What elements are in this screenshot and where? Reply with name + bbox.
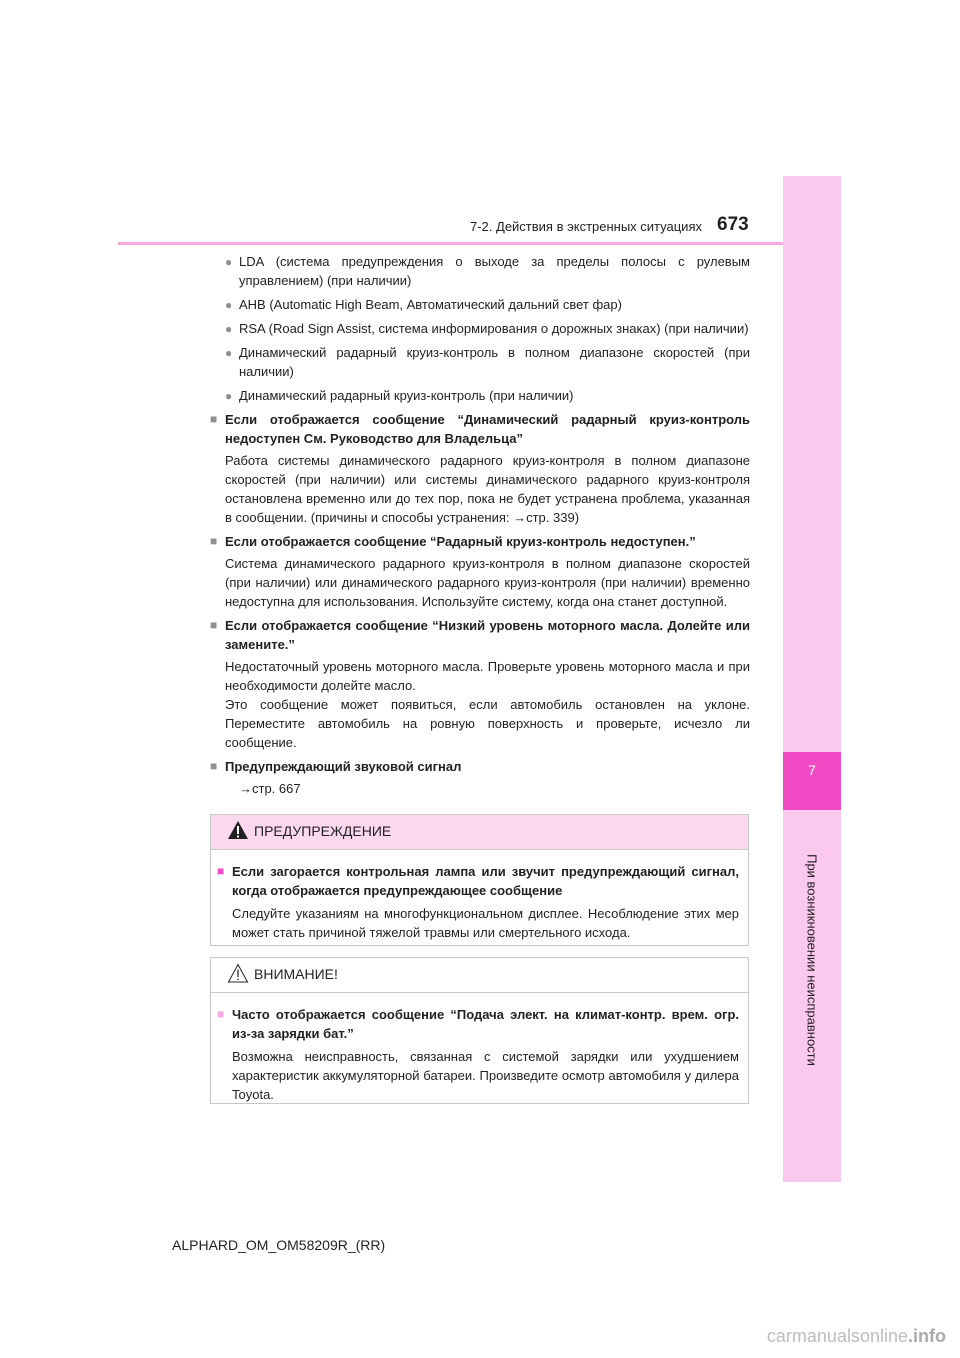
section-body: Система динамического радарного круиз-контроля в полном диапазоне скоростей (при наличии) или динамического радарного круиз-контроля (при наличии) временно недоступна для использования. Используйте систему, когда она станет доступной. xyxy=(225,556,750,609)
chapter-number: 7 xyxy=(808,762,816,778)
caution-heading: ■ Часто отображается сообщение “Подача элект. на климат-контр. врем. огр. из-за зарядки бат.” xyxy=(217,1007,739,1041)
warning-heading: ■ Если загорается контрольная лампа или звучит предупреждающий сигнал, когда отображается предупреждающее сообщение xyxy=(217,864,739,898)
section-body: Работа системы динамического радарного круиз-контроля в полном диапазоне скоростей (при наличии) или системы динамического радарного круиз-контроля остановлена временно или до тех пор, пока не будет устранена проблема, указанная в сообщении. (причины и способы устранения: →стр. 339) xyxy=(225,453,750,525)
section-body: Это сообщение может появиться, если автомобиль остановлен на уклоне. Переместите автомобиль на ровную поверхность и проверьте, исчезло ли сообщение. xyxy=(225,697,750,750)
list-item: ● LDA (система предупреждения о выходе за пределы полосы с рулевым управлением) (при наличии) xyxy=(225,254,750,288)
chapter-title: При возникновении неисправности xyxy=(804,854,820,1066)
bullet-icon: ● xyxy=(225,298,233,312)
bullet-icon: ● xyxy=(225,322,233,336)
warning-box-body xyxy=(211,850,748,956)
bullet-icon: ● xyxy=(225,389,233,403)
bullet-icon: ● xyxy=(225,346,233,360)
section-body: Недостаточный уровень моторного масла. Проверьте уровень моторного масла и при необходимости долейте масло. xyxy=(225,659,750,693)
page-reference-link[interactable]: →стр. 667 xyxy=(239,781,301,796)
header-divider xyxy=(118,242,783,245)
warning-box-header xyxy=(211,815,748,850)
section-title: 7-2. Действия в экстренных ситуациях xyxy=(470,219,702,234)
square-bullet-icon: ■ xyxy=(217,1007,225,1021)
warning-box xyxy=(210,814,749,946)
square-bullet-icon: ■ xyxy=(210,618,218,632)
caution-box-header xyxy=(211,958,748,993)
caution-label: ВНИМАНИЕ! xyxy=(254,966,338,982)
caution-triangle-icon xyxy=(227,963,249,983)
section-heading: ■ Если отображается сообщение “Динамический радарный круиз-контроль недоступен См. Руководство для Владельца” xyxy=(210,412,750,446)
warning-label: ПРЕДУПРЕЖДЕНИЕ xyxy=(254,823,392,839)
caution-text: Возможна неисправность, связанная с системой зарядки или ухудшением характеристик аккумуляторной батареи. Произведите осмотр автомобиля у дилера Toyota. xyxy=(232,1049,739,1102)
square-bullet-icon: ■ xyxy=(210,412,218,426)
caution-box-body xyxy=(211,993,748,1118)
document-code: ALPHARD_OM_OM58209R_(RR) xyxy=(172,1237,386,1253)
warning-triangle-icon xyxy=(227,820,249,840)
section-heading: ■ Если отображается сообщение “Радарный круиз-контроль недоступен.” xyxy=(210,534,696,549)
warning-text: Следуйте указаниям на многофункциональном дисплее. Несоблюдение этих мер может стать причиной тяжелой травмы или смертельного исхода. xyxy=(232,906,739,940)
list-item: ● AHB (Automatic High Beam, Автоматический дальний свет фар) xyxy=(210,295,750,314)
caution-box xyxy=(210,957,749,1104)
bullet-icon: ● xyxy=(225,255,233,269)
watermark: carmanualsonline.info xyxy=(766,1326,946,1346)
square-bullet-icon: ■ xyxy=(217,864,225,878)
list-item: ● Динамический радарный круиз-контроль в полном диапазоне скоростей (при наличии) xyxy=(225,345,750,379)
section-heading: ■ Предупреждающий звуковой сигнал xyxy=(210,759,462,774)
chapter-tab[interactable] xyxy=(783,752,841,810)
square-bullet-icon: ■ xyxy=(210,534,218,548)
section-heading: ■ Если отображается сообщение “Низкий уровень моторного масла. Долейте или замените.” xyxy=(210,618,750,652)
main-content xyxy=(210,252,750,810)
page-number: 673 xyxy=(717,214,749,235)
square-bullet-icon: ■ xyxy=(210,759,218,773)
list-item: ● RSA (Road Sign Assist, система информирования о дорожных знаках) (при наличии) xyxy=(210,319,750,338)
list-item: ● Динамический радарный круиз-контроль (при наличии) xyxy=(210,386,750,405)
